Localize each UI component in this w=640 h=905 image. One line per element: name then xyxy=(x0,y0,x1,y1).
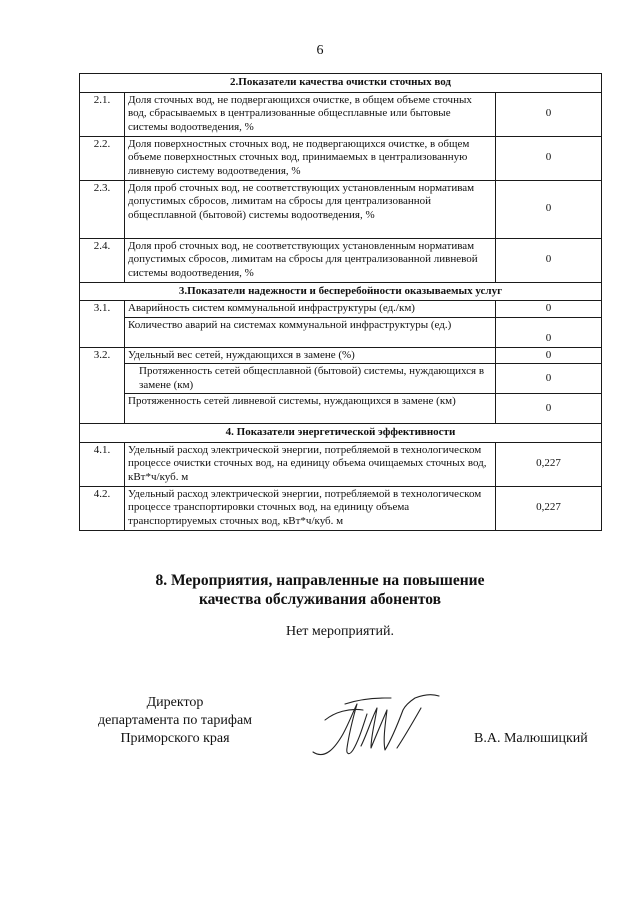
page-number: 6 xyxy=(316,43,324,58)
row-description: Доля проб сточных вод, не соответствующих установленным нормативам допустимых сбросов, лимитам на сбросы для централизованной ливневой системы водоотведения, % xyxy=(125,238,496,282)
director-title-line: Директор xyxy=(146,695,204,710)
row-number: 3.1. xyxy=(80,301,125,318)
signature-block xyxy=(0,690,640,790)
row-value: 0 xyxy=(496,180,602,238)
director-title-line: департамента по тарифам xyxy=(97,713,253,728)
row-value: 0,227 xyxy=(496,442,602,486)
row-description: Доля поверхностных сточных вод, не подвергающихся очистке, в общем объеме поверхностных сточных вод, принимаемых в централизованную ливневую систему водоотведения, % xyxy=(125,136,496,180)
row-description: Протяженность сетей ливневой системы, нуждающихся в замене (км) xyxy=(125,394,496,424)
table-row xyxy=(80,92,602,136)
row-number xyxy=(80,394,125,424)
row-description: Аварийность систем коммунальной инфраструктуры (ед./км) xyxy=(125,301,496,318)
indicators-table xyxy=(79,73,602,531)
row-value: 0 xyxy=(496,92,602,136)
row-value: 0 xyxy=(496,364,602,394)
section-heading xyxy=(0,571,640,609)
row-value: 0 xyxy=(496,317,602,347)
row-value: 0 xyxy=(496,136,602,180)
row-number: 2.1. xyxy=(80,92,125,136)
row-number: 2.4. xyxy=(80,238,125,282)
row-description: Протяженность сетей общесплавной (бытовой) системы, нуждающихся в замене (км) xyxy=(125,364,496,394)
table-row xyxy=(80,442,602,486)
section-heading-line: 8. Мероприятия, направленные на повышение xyxy=(155,572,485,589)
table-row xyxy=(80,364,602,394)
section-title: 3.Показатели надежности и бесперебойности оказываемых услуг xyxy=(80,282,602,301)
row-description: Удельный вес сетей, нуждающихся в замене (%) xyxy=(125,347,496,364)
section-header-row xyxy=(80,282,602,301)
section-title: 4. Показатели энергетической эффективности xyxy=(80,424,602,443)
table-row xyxy=(80,317,602,347)
table-row xyxy=(80,347,602,364)
row-number xyxy=(80,364,125,394)
row-description: Удельный расход электрической энергии, потребляемой в технологическом процессе очистки сточных вод, на единицу объема очищаемых сточных вод, кВт*ч/куб. м xyxy=(125,442,496,486)
row-description: Доля проб сточных вод, не соответствующих установленным нормативам допустимых сбросов, лимитам на сбросы для централизованной общесплавной (бытовой) системы водоотведения, % xyxy=(125,180,496,238)
row-number: 4.2. xyxy=(80,486,125,530)
table-row xyxy=(80,301,602,318)
table-row xyxy=(80,136,602,180)
table-row xyxy=(80,394,602,424)
row-value: 0 xyxy=(496,301,602,318)
table-row xyxy=(80,238,602,282)
row-number xyxy=(80,317,125,347)
director-title-line: Приморского края xyxy=(120,731,230,746)
director-name: В.А. Малюшицкий xyxy=(474,731,588,746)
row-value: 0,227 xyxy=(496,486,602,530)
row-number: 4.1. xyxy=(80,442,125,486)
row-value: 0 xyxy=(496,238,602,282)
handwritten-signature xyxy=(305,690,445,770)
row-description: Количество аварий на системах коммунальной инфраструктуры (ед.) xyxy=(125,317,496,347)
no-measures-note: Нет мероприятий. xyxy=(285,624,395,639)
row-value: 0 xyxy=(496,394,602,424)
table-row xyxy=(80,180,602,238)
row-number: 2.2. xyxy=(80,136,125,180)
row-value: 0 xyxy=(496,347,602,364)
row-description: Доля сточных вод, не подвергающихся очистке, в общем объеме сточных вод, сбрасываемых в централизованные общесплавные или бытовые системы водоотведения, % xyxy=(125,92,496,136)
section-header-row xyxy=(80,424,602,443)
section-title: 2.Показатели качества очистки сточных вод xyxy=(80,74,602,93)
row-number: 3.2. xyxy=(80,347,125,364)
row-number: 2.3. xyxy=(80,180,125,238)
table-row xyxy=(80,486,602,530)
section-heading-line: качества обслуживания абонентов xyxy=(198,591,442,608)
director-title xyxy=(70,694,280,748)
section-header-row xyxy=(80,74,602,93)
row-description: Удельный расход электрической энергии, потребляемой в технологическом процессе транспортировки сточных вод, на единицу объема транспортируемых сточных вод, кВт*ч/куб. м xyxy=(125,486,496,530)
